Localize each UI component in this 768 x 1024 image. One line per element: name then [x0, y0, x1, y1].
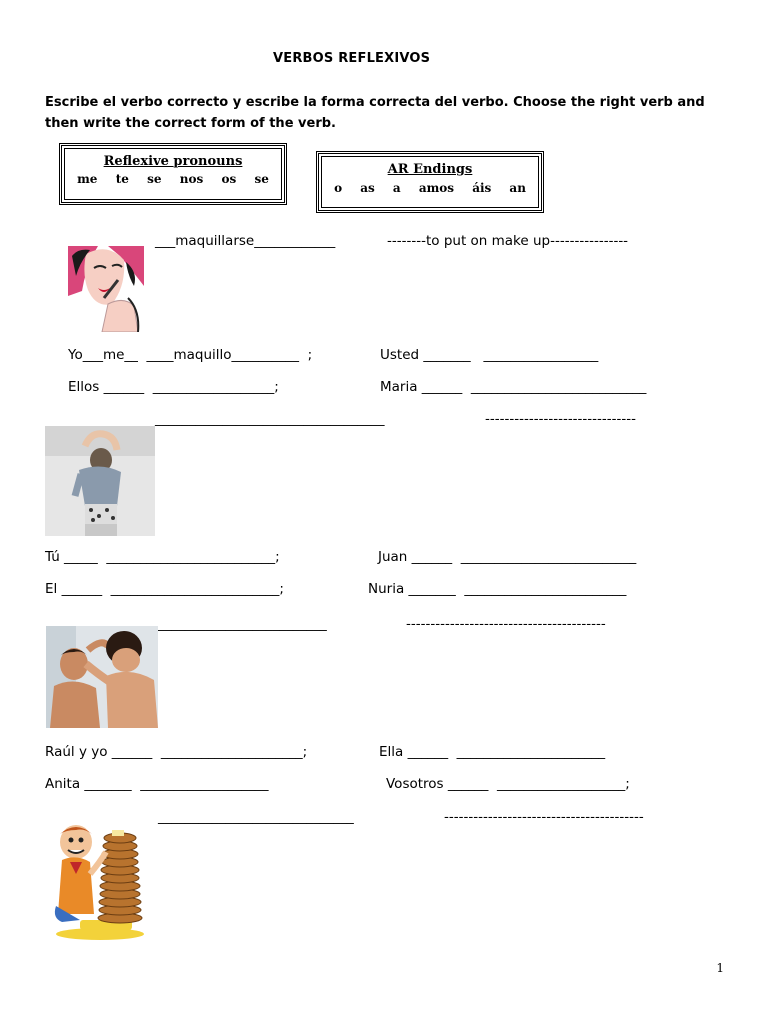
- verb-blank[interactable]: __________________________________: [155, 411, 385, 427]
- ending-item: a: [392, 181, 401, 195]
- ar-endings-box: [316, 151, 544, 213]
- ar-endings-heading: AR Endings: [387, 162, 473, 177]
- pronoun-item: se: [254, 172, 269, 186]
- pronoun-item: nos: [179, 172, 204, 186]
- ending-item: o: [334, 181, 343, 195]
- answer-line[interactable]: Raúl y yo ______ _____________________;: [45, 744, 308, 760]
- pronouns-list: [68, 172, 278, 186]
- answer-line[interactable]: Maria ______ __________________________: [380, 379, 647, 395]
- ending-item: as: [360, 181, 375, 195]
- answer-line[interactable]: Ellos ______ __________________;: [68, 379, 279, 395]
- makeup-image: [68, 246, 144, 332]
- page-number: 1: [716, 961, 724, 975]
- pronoun-item: me: [77, 172, 98, 186]
- page-title: VERBOS REFLEXIVOS: [273, 51, 431, 66]
- verb-blank[interactable]: _________________________: [158, 616, 327, 632]
- combing-hair-image: [46, 626, 158, 728]
- pronoun-item: se: [147, 172, 162, 186]
- meaning-blank[interactable]: -------------------------------: [485, 411, 637, 427]
- answer-line[interactable]: Vosotros ______ ___________________;: [386, 776, 630, 792]
- answer-line[interactable]: Tú _____ _________________________;: [45, 549, 280, 565]
- pancakes-image: [50, 822, 155, 940]
- reflexive-pronouns-box: [59, 143, 287, 205]
- meaning-blank[interactable]: -----------------------------------------: [406, 616, 606, 632]
- meaning-blank[interactable]: -----------------------------------------: [444, 809, 644, 825]
- stretching-image: [45, 426, 155, 536]
- ending-item: amos: [418, 181, 455, 195]
- answer-line[interactable]: Ella ______ ______________________: [379, 744, 606, 760]
- pronoun-item: te: [115, 172, 129, 186]
- answer-line[interactable]: Yo___me__ ____maquillo__________ ;: [68, 347, 313, 363]
- meaning-blank[interactable]: --------to put on make up----------------: [387, 233, 629, 249]
- verb-blank[interactable]: ___maquillarse____________: [155, 233, 336, 249]
- instructions: Escribe el verbo correcto y escribe la forma correcta del verbo. Choose the right verb and then write the correct form of the verb.: [45, 95, 705, 131]
- answer-line[interactable]: El ______ _________________________;: [45, 581, 284, 597]
- answer-line[interactable]: Anita _______ ___________________: [45, 776, 269, 792]
- answer-line[interactable]: Usted _______ _________________: [380, 347, 599, 363]
- pronoun-item: os: [221, 172, 237, 186]
- ending-item: an: [509, 181, 526, 195]
- verb-blank[interactable]: _____________________________: [158, 809, 354, 825]
- answer-line[interactable]: Nuria _______ ________________________: [368, 581, 627, 597]
- ar-endings-list: [325, 181, 535, 195]
- pronouns-heading: Reflexive pronouns: [103, 154, 243, 169]
- ending-item: áis: [472, 181, 492, 195]
- answer-line[interactable]: Juan ______ __________________________: [378, 549, 637, 565]
